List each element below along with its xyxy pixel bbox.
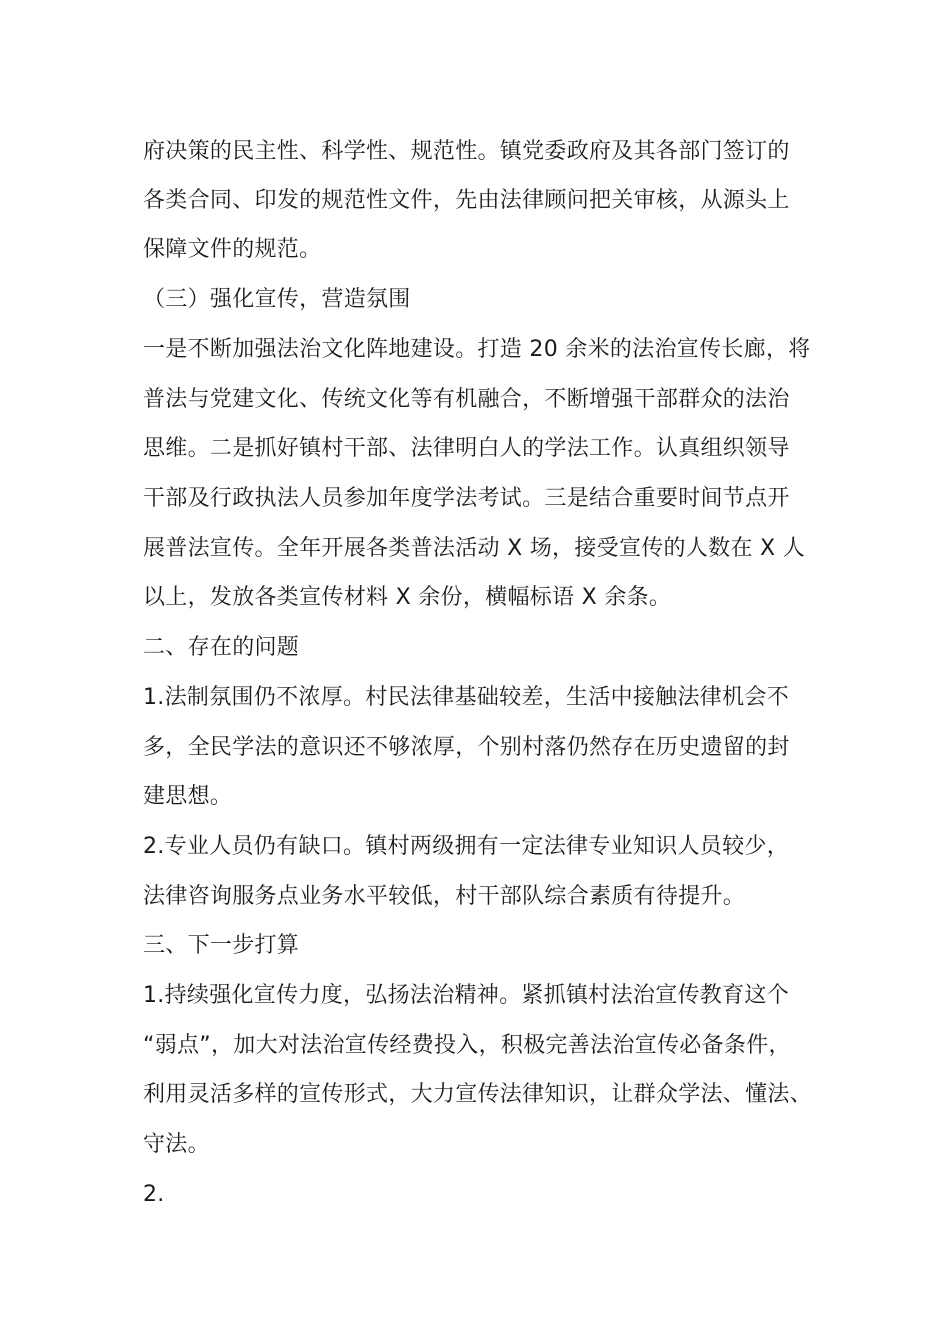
- text-line: 守法。: [143, 1132, 210, 1157]
- text-line: 利用灵活多样的宣传形式，大力宣传法律知识，让群众学法、懂法、: [143, 1082, 813, 1107]
- text-line: 一是不断加强法治文化阵地建设。打造 20 余米的法治宣传长廊，将: [143, 337, 811, 362]
- text-line: 以上，发放各类宣传材料 X 余份，横幅标语 X 余条。: [143, 585, 672, 610]
- text-line: 法律咨询服务点业务水平较低，村干部队综合素质有待提升。: [143, 884, 746, 909]
- text-line: 2.专业人员仍有缺口。镇村两级拥有一定法律专业知识人员较少，: [143, 834, 789, 859]
- section-heading: （三）强化宣传，营造氛围: [143, 287, 411, 312]
- text-line: 府决策的民主性、科学性、规范性。镇党委政府及其各部门签订的: [143, 139, 790, 164]
- text-line: 展普法宣传。全年开展各类普法活动 X 场，接受宣传的人数在 X 人: [143, 536, 806, 561]
- text-line: 普法与党建文化、传统文化等有机融合，不断增强干部群众的法治: [143, 387, 790, 412]
- text-line: 2.: [143, 1182, 165, 1207]
- text-line: 干部及行政执法人员参加年度学法考试。三是结合重要时间节点开: [143, 486, 790, 511]
- text-line: “弱点”，加大对法治宣传经费投入，积极完善法治宣传必备条件，: [143, 1033, 791, 1058]
- text-line: 多，全民学法的意识还不够浓厚，个别村落仍然存在历史遗留的封: [143, 735, 790, 760]
- section-heading: 二、存在的问题: [143, 635, 300, 660]
- text-line: 1.持续强化宣传力度，弘扬法治精神。紧抓镇村法治宣传教育这个: [143, 983, 789, 1008]
- text-line: 1.法制氛围仍不浓厚。村民法律基础较差，生活中接触法律机会不: [143, 685, 789, 710]
- section-heading: 三、下一步打算: [143, 933, 300, 958]
- text-line: 建思想。: [143, 784, 233, 809]
- text-line: 各类合同、印发的规范性文件，先由法律顾问把关审核，从源头上: [143, 188, 790, 213]
- text-line: 保障文件的规范。: [143, 237, 322, 262]
- text-line: 思维。二是抓好镇村干部、法律明白人的学法工作。认真组织领导: [143, 436, 790, 461]
